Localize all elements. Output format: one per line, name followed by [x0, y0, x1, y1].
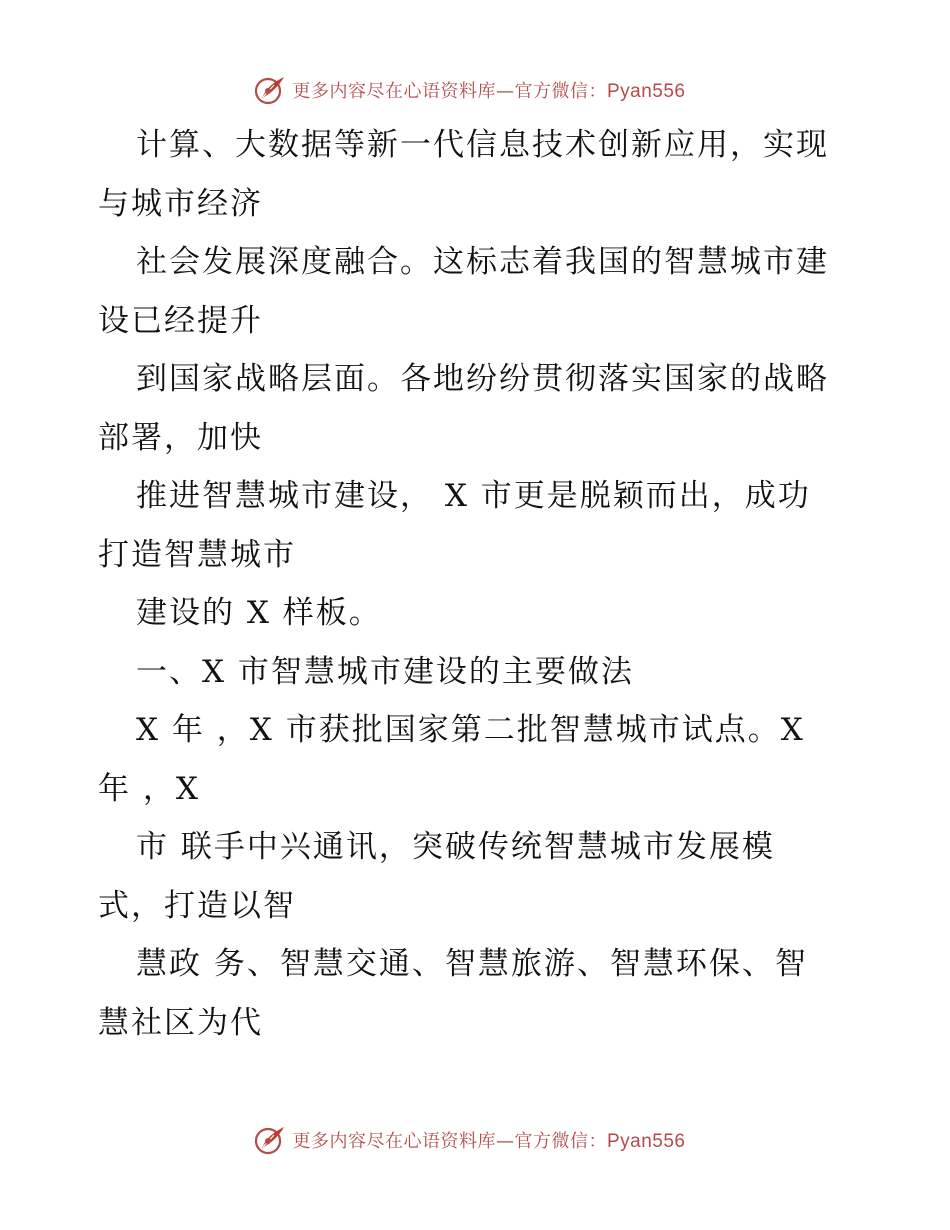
text-line: 式，打造以智 — [98, 887, 296, 924]
header-wechat-id: Pyan556 — [606, 81, 686, 102]
text-line: 慧政 务、智慧交通、智慧旅游、智慧环保、智 — [136, 946, 808, 982]
text-line: 推进智慧城市建设， X 市更是脱颖而出，成功 — [136, 478, 811, 514]
text-line: 与城市经济 — [98, 185, 263, 222]
text-line: 社会发展深度融合。这标志着我国的智慧城市建 — [136, 244, 829, 280]
header-banner-text: 更多内容尽在心语资料库—官方微信：Pyan556 — [292, 81, 686, 102]
text-line: 年 ，X — [98, 770, 200, 807]
text-line: 计算、大数据等新一代信息技术创新应用，实现 — [136, 127, 829, 163]
feather-pen-logo-icon — [254, 74, 286, 106]
text-line: 市 联手中兴通讯，突破传统智慧城市发展模 — [136, 829, 775, 865]
text-line: X 年 ，X 市获批国家第二批智慧城市试点。X — [136, 712, 805, 748]
text-line: 打造智慧城市 — [98, 536, 296, 573]
header-banner — [0, 68, 950, 112]
text-line: 到国家战略层面。各地纷纷贯彻落实国家的战略 — [136, 361, 829, 397]
text-line: 部署，加快 — [98, 419, 263, 456]
footer-banner-text: 更多内容尽在心语资料库—官方微信：Pyan556 — [292, 1131, 686, 1152]
text-line: 慧社区为代 — [98, 1004, 263, 1041]
text-line: 设已经提升 — [98, 302, 263, 339]
text-line: 建设的 X 样板。 — [136, 595, 382, 631]
footer-wechat-id: Pyan556 — [606, 1131, 686, 1152]
footer-banner — [0, 1118, 950, 1162]
section-heading: 一、X 市智慧城市建设的主要做法 — [136, 653, 634, 690]
document-body — [98, 116, 888, 1052]
feather-pen-logo-icon — [254, 1124, 286, 1156]
